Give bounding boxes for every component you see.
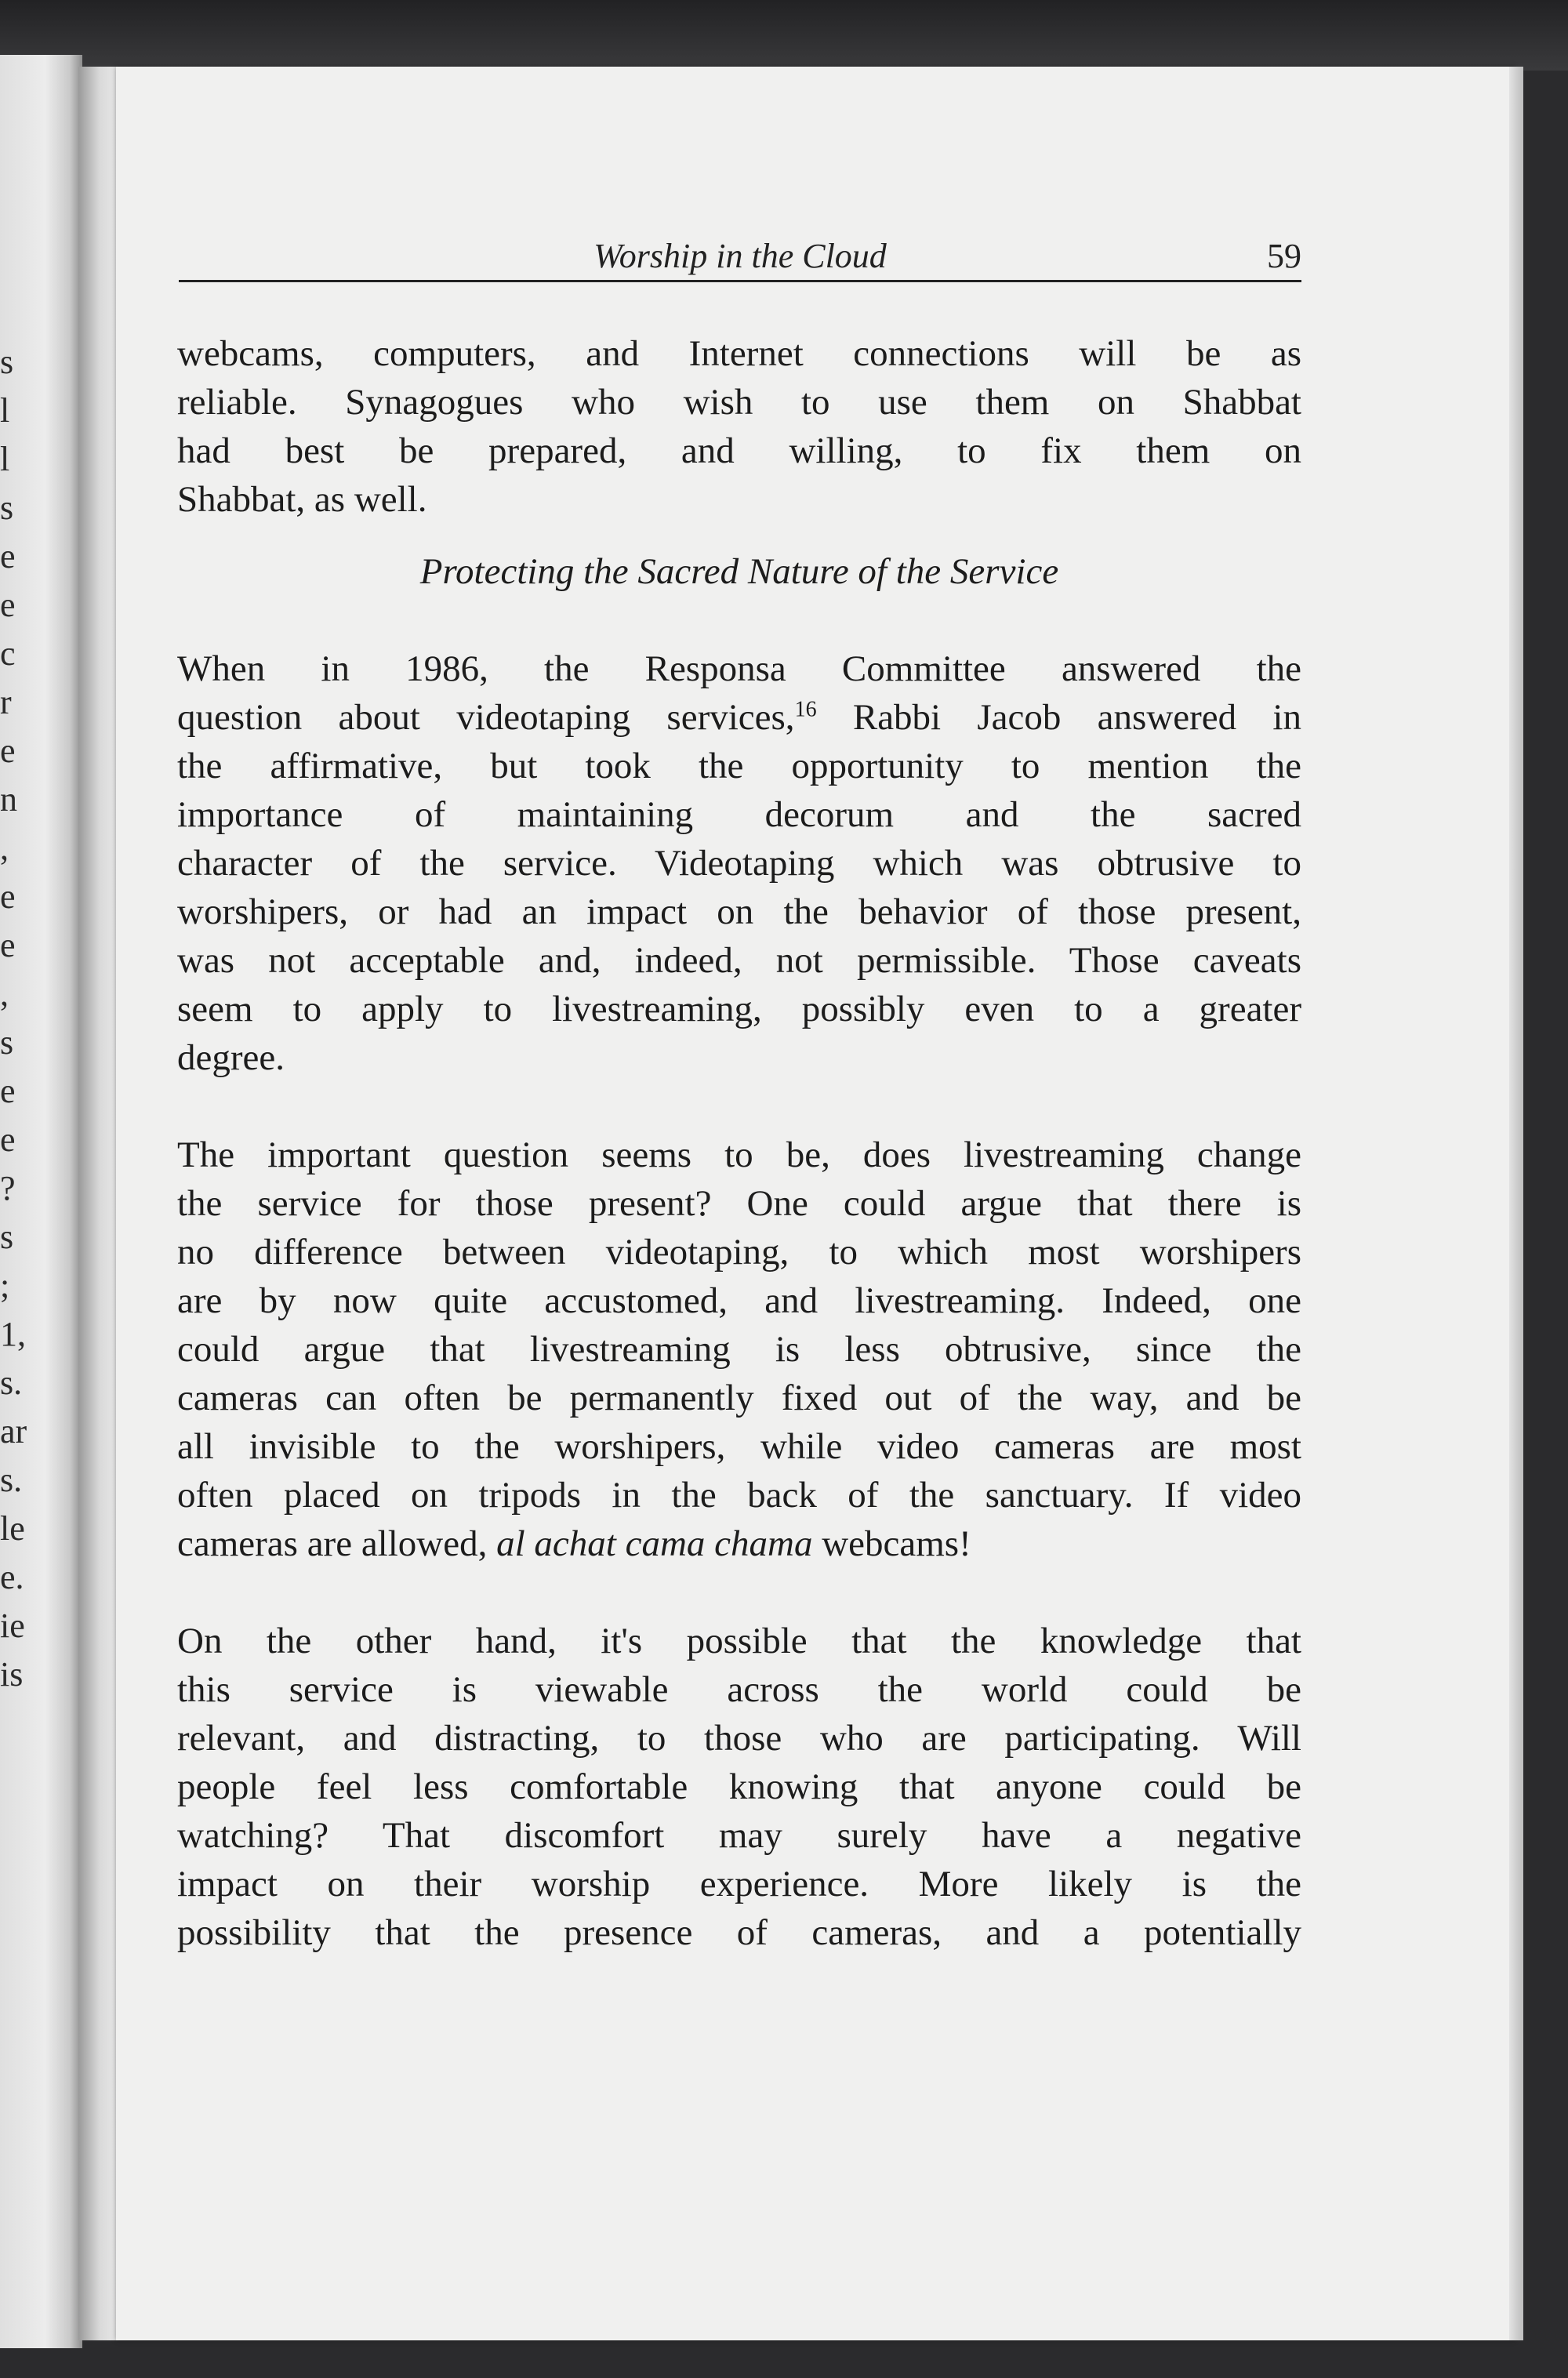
left-page-edge-char: s bbox=[0, 1023, 14, 1062]
left-page-edge-char: s. bbox=[0, 1363, 23, 1402]
text-line: possibility that the presence of cameras, and a potentially bbox=[177, 1912, 1301, 1953]
left-page-edge-char: l bbox=[0, 440, 10, 478]
paragraph-1 bbox=[177, 329, 1301, 524]
text-line: often placed on tripods in the back of the sanctuary. If video bbox=[177, 1475, 1301, 1516]
text-line: had best be prepared, and willing, to fix them on bbox=[177, 430, 1301, 471]
text-line: could argue that livestreaming is less obtrusive, since the bbox=[177, 1329, 1301, 1370]
left-page-edge-char: , bbox=[0, 829, 9, 867]
text-line: watching? That discomfort may surely have a negative bbox=[177, 1815, 1301, 1856]
left-page-edge-char: 1, bbox=[0, 1315, 26, 1353]
text-line: question about videotaping services,$^{16}$ Rabbi Jacob answered in bbox=[177, 697, 1301, 738]
text-line: the affirmative, but took the opportunity to mention the bbox=[177, 746, 1301, 786]
text-line: all invisible to the worshipers, while video cameras are most bbox=[177, 1426, 1301, 1467]
text-line: worshipers, or had an impact on the behavior of those present, bbox=[177, 891, 1301, 932]
paragraph-3 bbox=[177, 1131, 1301, 1568]
section-heading: Protecting the Sacred Nature of the Service bbox=[419, 551, 1059, 592]
left-page-edge-char: s bbox=[0, 1218, 14, 1256]
left-page-edge-char: s. bbox=[0, 1461, 23, 1499]
italic-phrase: al achat cama chama bbox=[496, 1523, 813, 1564]
left-page-edge-char: ie bbox=[0, 1607, 25, 1645]
left-page-edge-char: e bbox=[0, 586, 16, 624]
text-line: are by now quite accustomed, and livestreaming. Indeed, one bbox=[177, 1280, 1301, 1321]
left-page-edge-char: le bbox=[0, 1509, 25, 1548]
text-line: this service is viewable across the world could be bbox=[177, 1669, 1301, 1710]
left-page-edge-char: ; bbox=[0, 1266, 10, 1305]
footnote-marker: 16 bbox=[794, 697, 817, 722]
text-line: impact on their worship experience. More likely is the bbox=[177, 1864, 1301, 1904]
body-text bbox=[177, 329, 1301, 1957]
text-line: seem to apply to livestreaming, possibly even to a greater bbox=[177, 989, 1301, 1029]
text-line: no difference between videotaping, to which most worshipers bbox=[177, 1232, 1301, 1273]
text-line: webcams, computers, and Internet connections will be as bbox=[177, 333, 1301, 374]
left-page-edge-char: , bbox=[0, 975, 9, 1013]
paragraph-4 bbox=[177, 1617, 1301, 1957]
text-line: the service for those present? One could argue that there is bbox=[177, 1183, 1301, 1224]
left-page-edge-char: is bbox=[0, 1655, 24, 1694]
left-page-edge-char: e. bbox=[0, 1558, 24, 1596]
paragraph-2 bbox=[177, 644, 1301, 1082]
left-page-edge-char: e bbox=[0, 732, 16, 770]
left-page-edge-char: e bbox=[0, 1120, 16, 1159]
text-line: character of the service. Videotaping which was obtrusive to bbox=[177, 843, 1301, 884]
left-page-edge-char: e bbox=[0, 1072, 16, 1110]
left-page-edge-char: n bbox=[0, 780, 17, 819]
text-line: relevant, and distracting, to those who are participating. Will bbox=[177, 1718, 1301, 1759]
text-line: When in 1986, the Responsa Committee answered the bbox=[177, 648, 1301, 689]
running-title: Worship in the Cloud bbox=[593, 237, 887, 275]
left-page-edge-char: e bbox=[0, 926, 16, 964]
text-line: reliable. Synagogues who wish to use them on Shabbat bbox=[177, 382, 1301, 423]
scan-background bbox=[0, 0, 1568, 71]
left-page-edge-char: ar bbox=[0, 1412, 27, 1450]
left-page-edge-char: s bbox=[0, 343, 14, 381]
text-line: was not acceptable and, indeed, not permissible. Those caveats bbox=[177, 940, 1301, 981]
running-header bbox=[179, 231, 1301, 282]
text-line: Shabbat, as well. bbox=[177, 479, 427, 520]
text-line: degree. bbox=[177, 1037, 285, 1078]
page-edge bbox=[1509, 67, 1523, 2340]
left-page-edge-char: r bbox=[0, 683, 12, 721]
text-line: people feel less comfortable knowing that anyone could be bbox=[177, 1766, 1301, 1807]
left-page-edge bbox=[0, 55, 82, 2348]
left-page-edge-char: s bbox=[0, 488, 14, 527]
left-page-edge-char: e bbox=[0, 537, 16, 575]
page-number: 59 bbox=[1267, 237, 1301, 275]
text-line: cameras are allowed, al achat cama chama webcams! bbox=[177, 1523, 971, 1564]
left-page-edge-char: c bbox=[0, 634, 16, 673]
text-line: importance of maintaining decorum and the sacred bbox=[177, 794, 1301, 835]
left-page-edge-char: e bbox=[0, 877, 16, 916]
left-page-edge-char: ? bbox=[0, 1169, 16, 1207]
text-line: On the other hand, it's possible that the knowledge that bbox=[177, 1621, 1301, 1661]
text-line: The important question seems to be, does livestreaming change bbox=[177, 1135, 1301, 1175]
left-page-edge-char: l bbox=[0, 391, 10, 430]
text-line: cameras can often be permanently fixed out of the way, and be bbox=[177, 1378, 1301, 1418]
